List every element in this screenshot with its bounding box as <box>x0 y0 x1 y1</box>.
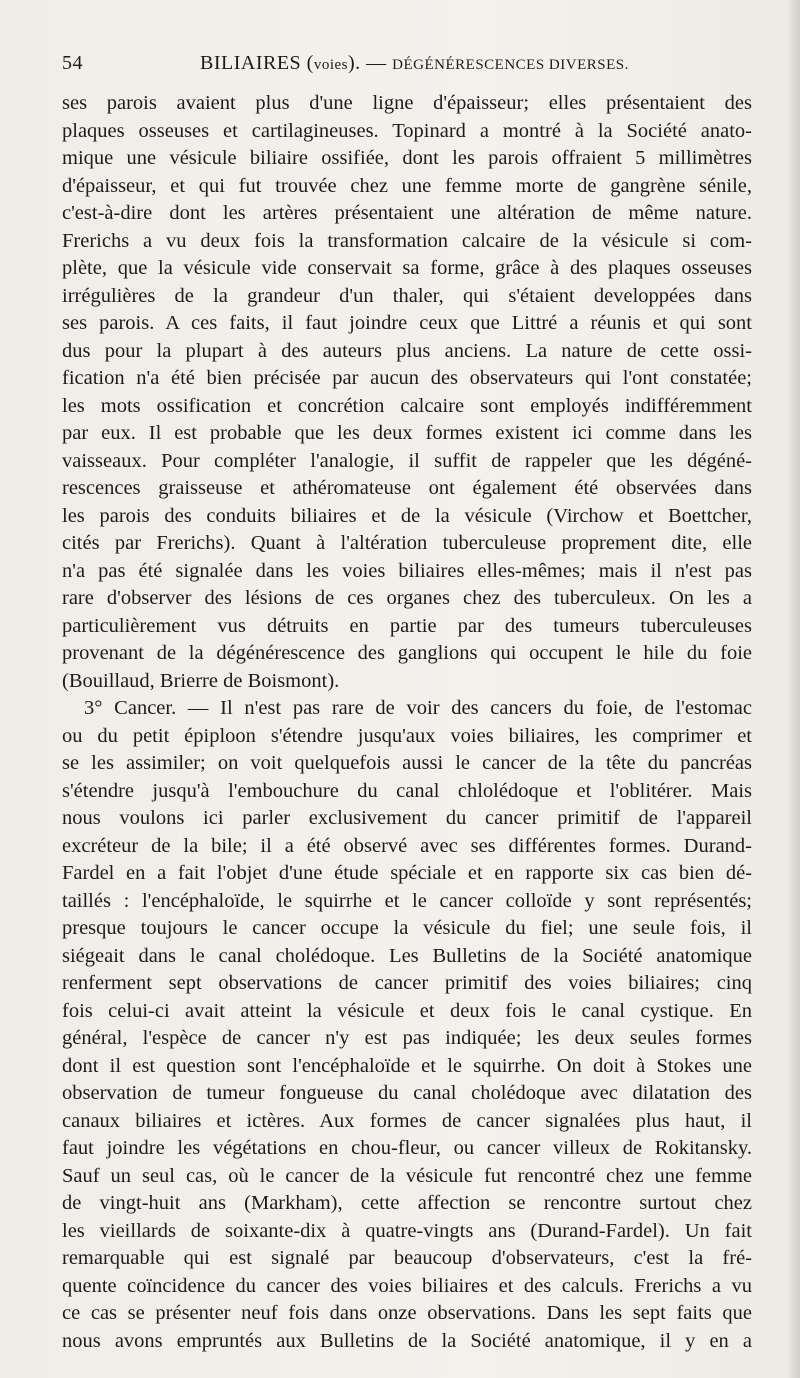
text-line: nous avons empruntés aux Bulletins de la Société anatomique, il y en a <box>62 1329 752 1352</box>
text-line: Sauf un seul cas, où le cancer de la vésicule fut rencontré chez une femme <box>62 1164 752 1187</box>
text-line: nous voulons ici parler exclusivement du cancer primitif de l'appareil <box>62 807 752 829</box>
text-line: excréteur de la bile; il a été observé avec ses différentes formes. Durand- <box>62 834 752 857</box>
text-line: siégeait dans le canal cholédoque. Les Bulletins de la Société anatomique <box>62 944 752 967</box>
text-line: c'est-à-dire dont les artères présentaient une altération de même nature. <box>62 202 752 224</box>
text-line: Fardel en a fait l'objet d'une étude spéciale et en rapporte six cas bien dé- <box>62 862 752 884</box>
text-line: irrégulières de la grandeur d'un thaler, qui s'étaient developpées dans <box>62 284 752 307</box>
section-heading-line: 3° Cancer. — Il n'est pas rare de voir des cancers du foie, de l'estomac <box>84 697 752 719</box>
text-line: presque toujours le cancer occupe la vésicule du fiel; une seule fois, il <box>62 917 752 939</box>
text-line: s'étendre jusqu'à l'embouchure du canal chlolédoque et l'oblitérer. Mais <box>62 779 752 802</box>
text-line: général, l'espèce de cancer n'y est pas indiquée; les deux seules formes <box>62 1027 752 1049</box>
running-head-subtitle: DÉGÉNÉRESCENCES DIVERSES. <box>392 57 629 73</box>
text-line: remarquable qui est signalé par beaucoup d'observateurs, c'est la fré- <box>62 1247 752 1269</box>
running-head-separator: ). — <box>348 52 393 74</box>
text-line: rescences graisseuse et athéromateuse ont également été observées dans <box>62 477 752 499</box>
running-head-main: BILIAIRES ( <box>200 52 314 74</box>
text-line: se les assimiler; on voit quelquefois aussi le cancer de la tête du pancréas <box>62 752 752 774</box>
text-line: les mots ossification et concrétion calcaire sont employés indifféremment <box>62 394 752 417</box>
text-line: plaques osseuses et cartilagineuses. Topinard a montré à la Société anato- <box>62 119 752 142</box>
text-line: provenant de la dégénérescence des ganglions qui occupent le hile du foie <box>62 642 752 664</box>
text-line: (Bouillaud, Brierre de Boismont). <box>62 669 340 692</box>
text-line: plète, que la vésicule vide conservait sa forme, grâce à des plaques osseuses <box>62 257 752 279</box>
text-line: dus pour la plupart à des auteurs plus anciens. La nature de cette ossi- <box>62 339 752 362</box>
text-line: de vingt-huit ans (Markham), cette affection se rencontre surtout chez <box>62 1192 752 1214</box>
text-line: fois celui-ci avait atteint la vésicule et deux fois le canal cystique. En <box>62 999 752 1022</box>
text-line: dont il est question sont l'encéphaloïde et le squirrhe. On doit à Stokes une <box>62 1054 752 1077</box>
page-number: 54 <box>62 52 83 74</box>
running-head <box>62 52 762 82</box>
running-head-voies: voies <box>313 57 348 73</box>
text-line: rare d'observer des lésions de ces organes chez des tuberculeux. On les a <box>62 587 752 609</box>
text-line: fication n'a été bien précisée par aucun des observateurs qui l'ont constatée; <box>62 367 752 389</box>
text-line: d'épaisseur, et qui fut trouvée chez une femme morte de gangrène sénile, <box>62 174 752 197</box>
text-line: Frerichs a vu deux fois la transformation calcaire de la vésicule si com- <box>62 229 752 252</box>
body-text <box>62 90 752 1355</box>
running-head-title <box>200 52 629 75</box>
text-line: quente coïncidence du cancer des voies biliaires et des calculs. Frerichs a vu <box>62 1274 752 1297</box>
text-line: ou du petit épiploon s'étendre jusqu'aux voies biliaires, les comprimer et <box>62 724 752 747</box>
text-line: ce cas se présenter neuf fois dans onze observations. Dans les sept faits que <box>62 1302 752 1324</box>
text-line: canaux biliaires et ictères. Aux formes de cancer signalées plus haut, il <box>62 1109 752 1132</box>
text-line: par eux. Il est probable que les deux formes existent ici comme dans les <box>62 422 752 444</box>
text-line: les vieillards de soixante-dix à quatre-vingts ans (Durand-Fardel). Un fait <box>62 1219 752 1242</box>
text-line: observation de tumeur fongueuse du canal cholédoque avec dilatation des <box>62 1082 752 1104</box>
text-line: particulièrement vus détruits en partie par des tumeurs tuberculeuses <box>62 614 752 637</box>
text-line: cités par Frerichs). Quant à l'altération tuberculeuse proprement dite, elle <box>62 532 752 554</box>
text-line: taillés : l'encéphaloïde, le squirrhe et le cancer colloïde y sont représentés; <box>62 889 752 912</box>
text-line: ses parois. A ces faits, il faut joindre ceux que Littré a réunis et qui sont <box>62 312 752 334</box>
text-line: ses parois avaient plus d'une ligne d'épaisseur; elles présentaient des <box>62 92 752 114</box>
text-line: vaisseaux. Pour compléter l'analogie, il suffit de rappeler que les dégéné- <box>62 449 752 472</box>
text-line: n'a pas été signalée dans les voies biliaires elles-mêmes; mais il n'est pas <box>62 559 752 582</box>
text-line: faut joindre les végétations en chou-fleur, ou cancer villeux de Rokitansky. <box>62 1137 752 1159</box>
text-line: mique une vésicule biliaire ossifiée, dont les parois offraient 5 millimètres <box>62 147 752 169</box>
text-line: les parois des conduits biliaires et de la vésicule (Virchow et Boettcher, <box>62 504 752 527</box>
text-line: renferment sept observations de cancer primitif des voies biliaires; cinq <box>62 972 752 994</box>
